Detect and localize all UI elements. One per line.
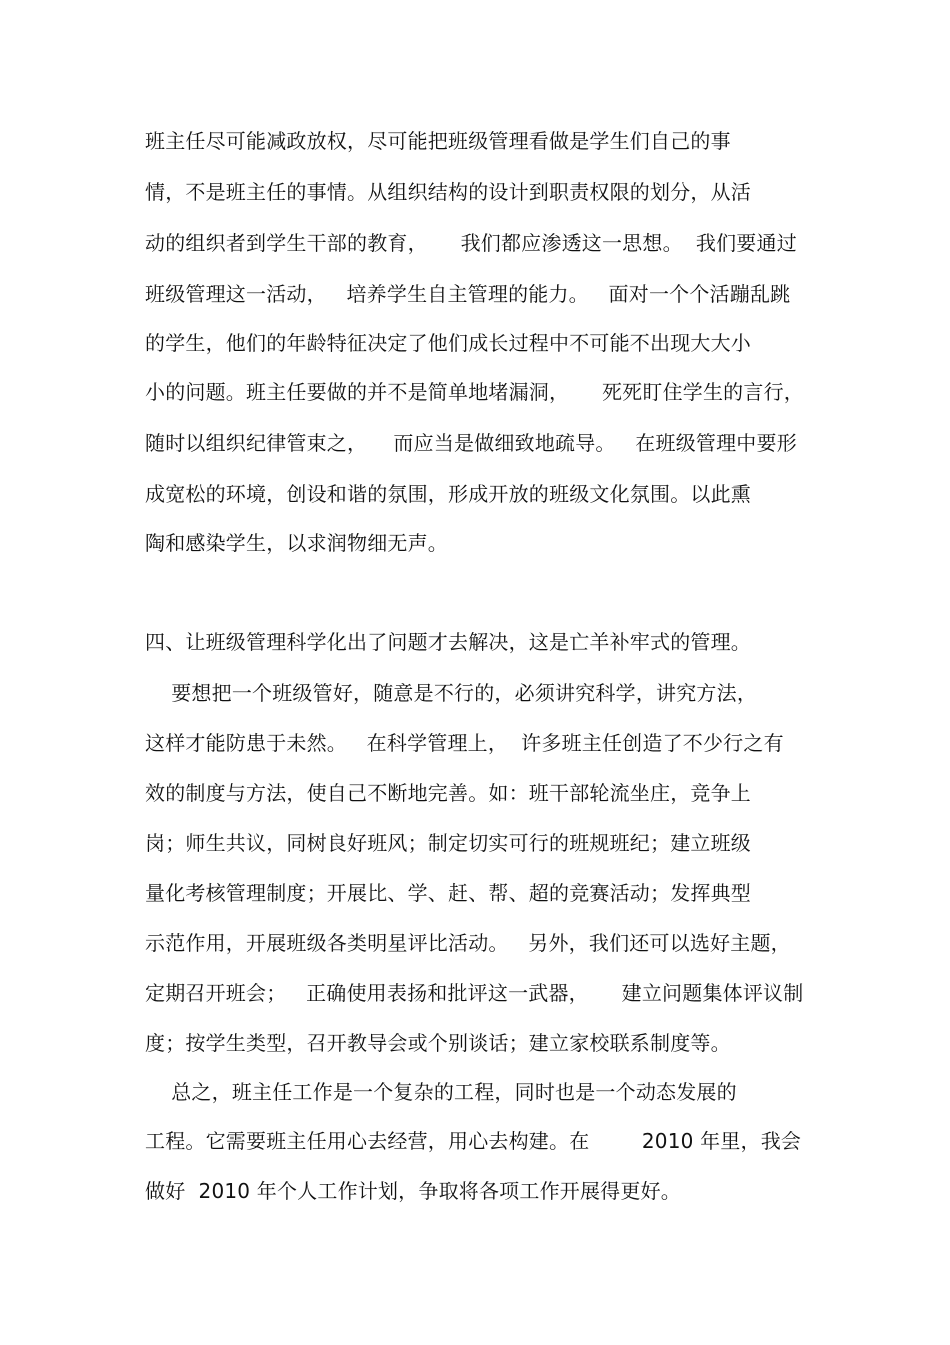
paragraph-1-line-9: 陶和感染学生，以求润物细无声。	[145, 531, 448, 555]
paragraph-1-line-7: 随时以组织纪律管束之， 而应当是做细致地疏导。 在班级管理中要形	[145, 431, 797, 455]
paragraph-1-line-8: 成宽松的环境，创设和谐的氛围，形成开放的班级文化氛围。以此熏	[145, 482, 751, 506]
section-heading-four: 四、让班级管理科学化出了问题才去解决，这是亡羊补牢式的管理。	[145, 630, 751, 654]
paragraph-1-line-6: 小的问题。班主任要做的并不是简单地堵漏洞， 死死盯住学生的言行，	[145, 380, 804, 404]
paragraph-3-line-2: 工程。它需要班主任用心去经营，用心去构建。在 2010 年里，我会	[145, 1129, 802, 1153]
paragraph-3-line-1: 总之，班主任工作是一个复杂的工程，同时也是一个动态发展的	[145, 1080, 737, 1104]
paragraph-1-line-5: 的学生，他们的年龄特征决定了他们成长过程中不可能不出现大大小	[145, 331, 751, 355]
paragraph-2-line-1: 要想把一个班级管好，随意是不行的，必须讲究科学，讲究方法，	[145, 681, 758, 705]
paragraph-2-line-7: 定期召开班会； 正确使用表扬和批评这一武器， 建立问题集体评议制	[145, 981, 804, 1005]
paragraph-2-line-4: 岗；师生共议，同树良好班风；制定切实可行的班规班纪；建立班级	[145, 831, 751, 855]
paragraph-1-line-3: 动的组织者到学生干部的教育， 我们都应渗透这一思想。 我们要通过	[145, 231, 797, 255]
paragraph-2-line-6: 示范作用，开展班级各类明星评比活动。 另外，我们还可以选好主题，	[145, 931, 791, 955]
paragraph-2-line-5: 量化考核管理制度；开展比、学、赶、帮、超的竞赛活动；发挥典型	[145, 881, 751, 905]
paragraph-2-line-8: 度；按学生类型，召开教导会或个别谈话；建立家校联系制度等。	[145, 1031, 731, 1055]
paragraph-3-line-3: 做好 2010 年个人工作计划，争取将各项工作开展得更好。	[145, 1179, 681, 1203]
paragraph-2-line-3: 效的制度与方法，使自己不断地完善。如：班干部轮流坐庄，竞争上	[145, 781, 751, 805]
paragraph-1-line-2: 情，不是班主任的事情。从组织结构的设计到职责权限的划分，从活	[145, 180, 751, 204]
paragraph-2-line-2: 这样才能防患于未然。 在科学管理上， 许多班主任创造了不少行之有	[145, 731, 784, 755]
paragraph-1-line-4: 班级管理这一活动， 培养学生自主管理的能力。 面对一个个活蹦乱跳	[145, 282, 791, 306]
paragraph-1-line-1: 班主任尽可能减政放权，尽可能把班级管理看做是学生们自己的事	[145, 129, 731, 153]
